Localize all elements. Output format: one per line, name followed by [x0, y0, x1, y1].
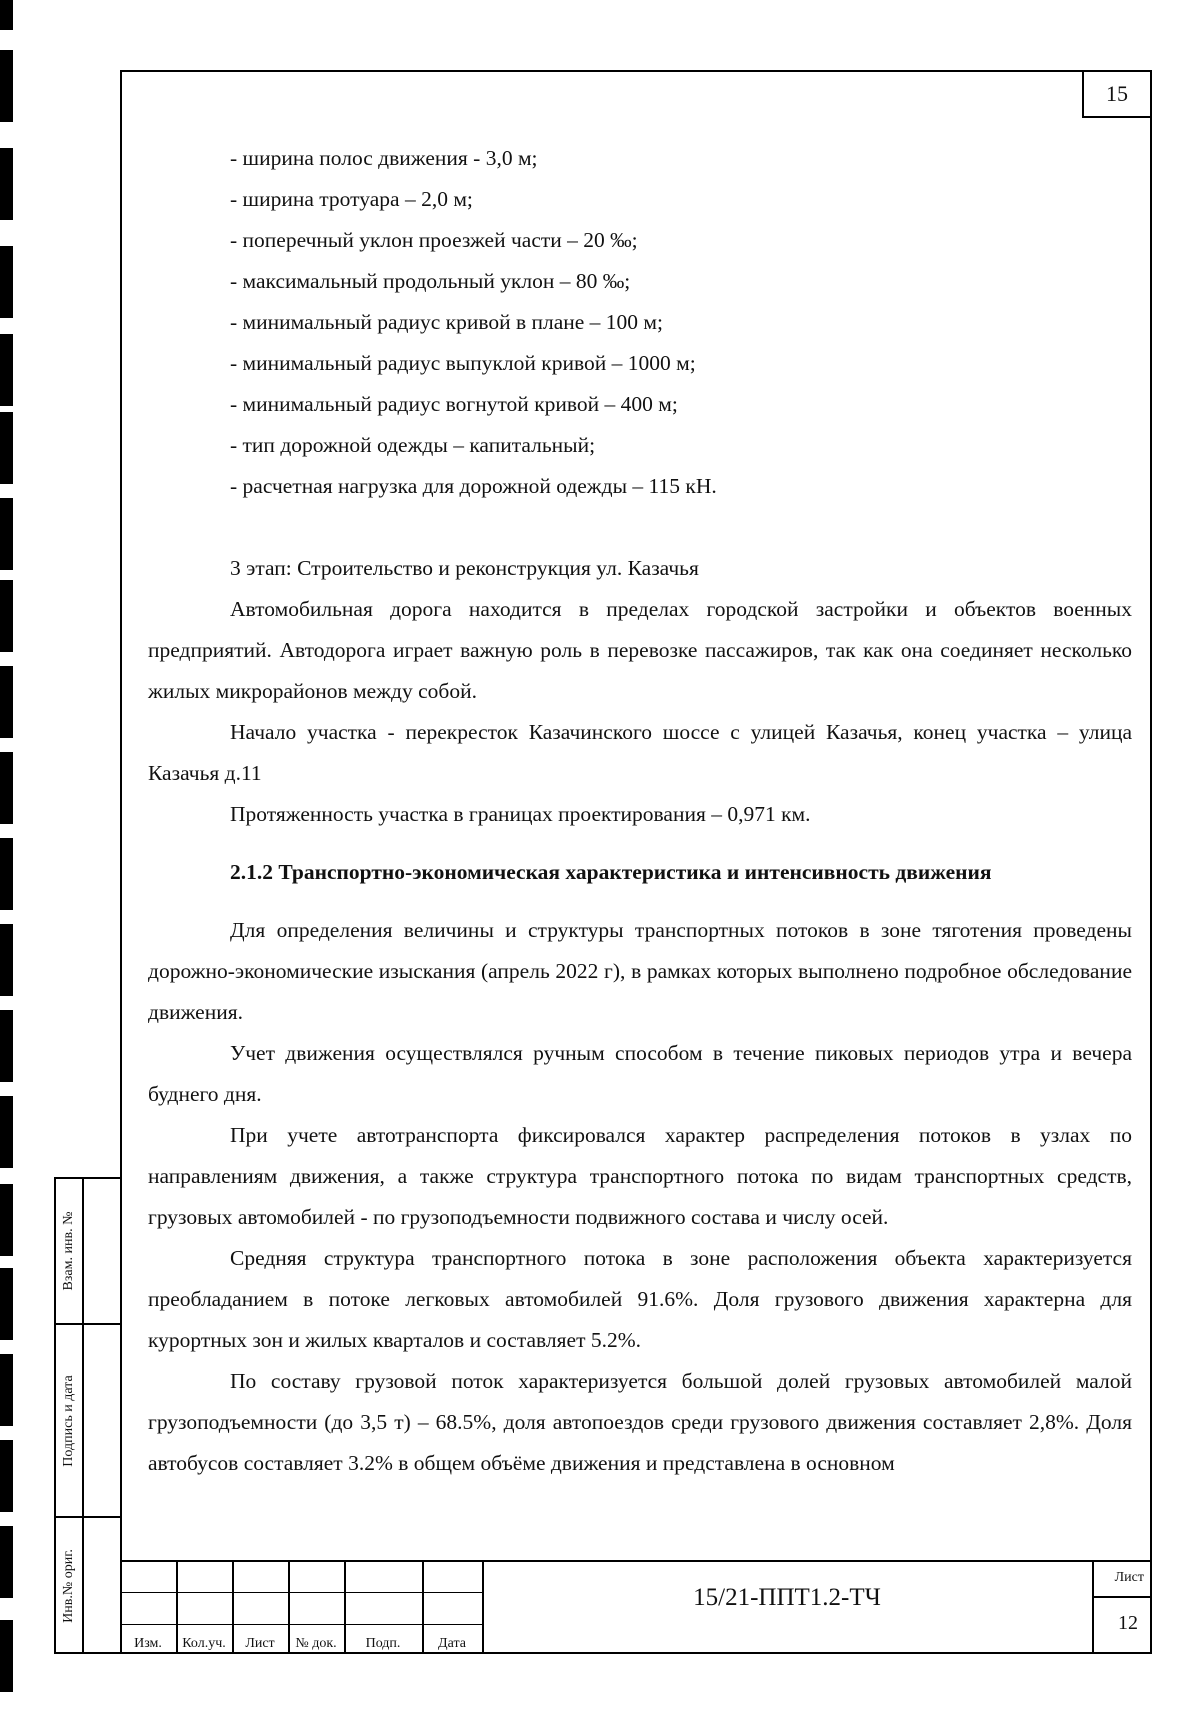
binding-mark-10	[0, 752, 13, 824]
stage3-paragraph: Начало участка - перекресток Казачинского шоссе с улицей Казачья, конец участка – улица Казачья д.11	[148, 720, 1132, 785]
document-body	[148, 138, 1132, 1484]
top-page-number: 15	[1082, 70, 1152, 118]
parameters-list	[148, 138, 1132, 507]
sheet-number: 12	[1118, 1612, 1138, 1634]
side-label-podpis: Подпись и дата	[61, 1374, 76, 1467]
title-block	[120, 1560, 1152, 1654]
header-list: Лист	[245, 1636, 275, 1651]
binding-mark-12	[0, 924, 13, 996]
body-paragraph: Учет движения осуществлялся ручным способом в течение пиковых периодов утра и вечера буднего дня.	[148, 1041, 1132, 1106]
sheet-label: Лист	[1114, 1570, 1144, 1585]
body-paragraph: Для определения величины и структуры транспортных потоков в зоне тяготения проведены дорожно-экономические изыскания (апрель 2022 г), в рамках которых выполнено подробное обследование движения.	[148, 918, 1132, 1024]
binding-mark-16	[0, 1268, 13, 1340]
binding-mark-14	[0, 1096, 13, 1168]
list-item: - ширина тротуара – 2,0 м;	[230, 187, 473, 211]
binding-mark-18	[0, 1440, 13, 1512]
list-item: - поперечный уклон проезжей части – 20 ‰;	[230, 228, 638, 252]
stage3-title: 3 этап: Строительство и реконструкция ул. Казачья	[230, 556, 699, 580]
binding-mark-2	[0, 50, 13, 122]
binding-mark-15	[0, 1184, 13, 1256]
document-code: 15/21-ППТ1.2-ТЧ	[693, 1584, 881, 1611]
side-label-vzam: Взам. инв. №	[61, 1211, 76, 1291]
binding-mark-5	[0, 334, 13, 406]
binding-mark-3	[0, 148, 13, 220]
body-paragraph: По составу грузовой поток характеризуется большой долей грузовых автомобилей малой грузоподъемности (до 3,5 т) – 68.5%, доля автопоездов среди грузового движения составляет 2,8%. Доля автобусов составляет 3.2% в общем объёме движения и представлена в основном	[148, 1369, 1132, 1475]
section-heading: 2.1.2 Транспортно-экономическая характеристика и интенсивность движения	[230, 860, 992, 884]
binding-mark-9	[0, 666, 13, 738]
binding-mark-19	[0, 1526, 13, 1598]
header-data: Дата	[438, 1636, 466, 1651]
header-doc-no: № док.	[295, 1636, 337, 1651]
list-item: - максимальный продольный уклон – 80 ‰;	[230, 269, 631, 293]
header-podp: Подп.	[365, 1636, 401, 1651]
binding-mark-11	[0, 838, 13, 910]
list-item: - минимальный радиус вогнутой кривой – 400 м;	[230, 392, 678, 416]
header-izm: Изм.	[134, 1636, 162, 1651]
binding-mark-7	[0, 498, 13, 570]
side-stamp-row-vzam	[56, 1179, 122, 1325]
stage3-paragraph: Протяженность участка в границах проектирования – 0,971 км.	[230, 802, 811, 826]
binding-mark-1	[0, 0, 13, 30]
binding-mark-17	[0, 1354, 13, 1426]
list-item: - тип дорожной одежды – капитальный;	[230, 433, 596, 457]
list-item: - минимальный радиус выпуклой кривой – 1000 м;	[230, 351, 696, 375]
binding-mark-13	[0, 1010, 13, 1082]
list-item: - расчетная нагрузка для дорожной одежды – 115 кН.	[230, 474, 717, 498]
side-label-inv: Инв.№ ориг.	[61, 1549, 76, 1623]
list-item: - ширина полос движения - 3,0 м;	[230, 146, 538, 170]
binding-mark-6	[0, 412, 13, 484]
stage3-paragraph: Автомобильная дорога находится в пределах городской застройки и объектов военных предприятий. Автодорога играет важную роль в перевозке пассажиров, так как она соединяет несколько жилых микрорайонов между собой.	[148, 597, 1132, 703]
side-stamp	[54, 1177, 122, 1654]
body-paragraph: Средняя структура транспортного потока в зоне расположения объекта характеризуется преобладанием в потоке легковых автомобилей 91.6%. Доля грузового движения характерна для курортных зон и жилых кварталов и составляет 5.2%.	[148, 1246, 1132, 1352]
side-stamp-row-inv	[56, 1518, 122, 1654]
binding-mark-4	[0, 246, 13, 318]
binding-mark-8	[0, 580, 13, 652]
side-stamp-row-podpis	[56, 1325, 122, 1518]
header-kol-uch: Кол.уч.	[182, 1636, 226, 1651]
list-item: - минимальный радиус кривой в плане – 100 м;	[230, 310, 664, 334]
body-paragraph: При учете автотранспорта фиксировался характер распределения потоков в узлах по направлениям движения, а также структура транспортного потока по видам транспортных средств, грузовых автомобилей - по грузоподъемности подвижного состава и числу осей.	[148, 1123, 1132, 1229]
binding-mark-20	[0, 1620, 13, 1692]
